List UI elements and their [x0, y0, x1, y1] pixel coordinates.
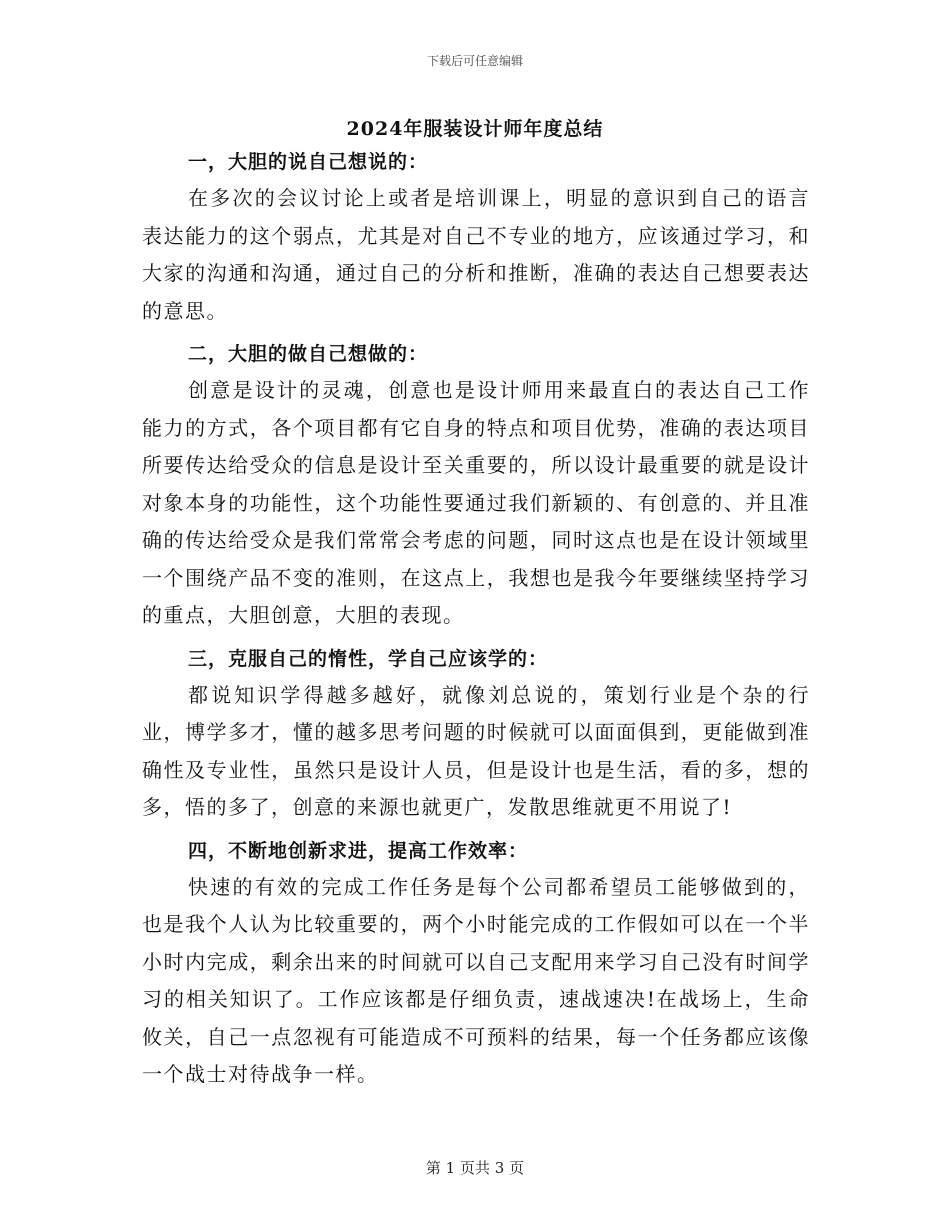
page-header-note: 下载后可任意编辑	[426, 54, 523, 68]
section-4	[142, 833, 810, 1094]
page-number: 第 1 页共 3 页	[425, 1159, 525, 1177]
section-heading: 三，克服自己的惰性，学自己应该学的：	[188, 647, 549, 670]
section-heading: 二，大胆的做自己想做的：	[188, 343, 429, 365]
section-2	[142, 336, 810, 635]
document-body	[142, 144, 810, 1100]
section-heading: 四，不断地创新求进，提高工作效率：	[188, 839, 529, 862]
section-paragraph: 在多次的会议讨论上或者是培训课上，明显的意识到自己的语言表达能力的这个弱点，尤其是对自己不专业的地方，应该通过学习，和大家的沟通和沟通，通过自己的分析和推断，准确的表达自己想要表达的意思。	[142, 186, 810, 323]
section-1	[142, 144, 810, 330]
section-3	[142, 641, 810, 827]
section-paragraph: 都说知识学得越多越好，就像刘总说的，策划行业是个杂的行业，博学多才，懂的越多思考问题的时候就可以面面俱到，更能做到准确性及专业性，虽然只是设计人员，但是设计也是生活，看的多，想的多，悟的多了，创意的来源也就更广，发散思维就更不用说了!	[142, 682, 810, 819]
section-paragraph: 创意是设计的灵魂，创意也是设计师用来最直白的表达自己工作能力的方式，各个项目都有它自身的特点和项目优势，准确的表达项目所要传达给受众的信息是设计至关重要的，所以设计最重要的就是设计对象本身的功能性，这个功能性要通过我们新颖的、有创意的、并且准确的传达给受众是我们常常会考虑的问题，同时这点也是在设计领域里一个围绕产品不变的准则，在这点上，我想也是我今年要继续坚持学习的重点，大胆创意，大胆的表现。	[142, 378, 810, 627]
document-title: 2024年服装设计师年度总结	[346, 118, 604, 140]
section-heading: 一，大胆的说自己想说的：	[188, 151, 429, 173]
section-paragraph: 快速的有效的完成工作任务是每个公司都希望员工能够做到的，也是我个人认为比较重要的，两个小时能完成的工作假如可以在一个半小时内完成，剩余出来的时间就可以自己支配用来学习自己没有时间学习的相关知识了。工作应该都是仔细负责，速战速决!在战场上，生命攸关，自己一点忽视有可能造成不可预料的结果，每一个任务都应该像一个战士对待战争一样。	[142, 874, 810, 1086]
